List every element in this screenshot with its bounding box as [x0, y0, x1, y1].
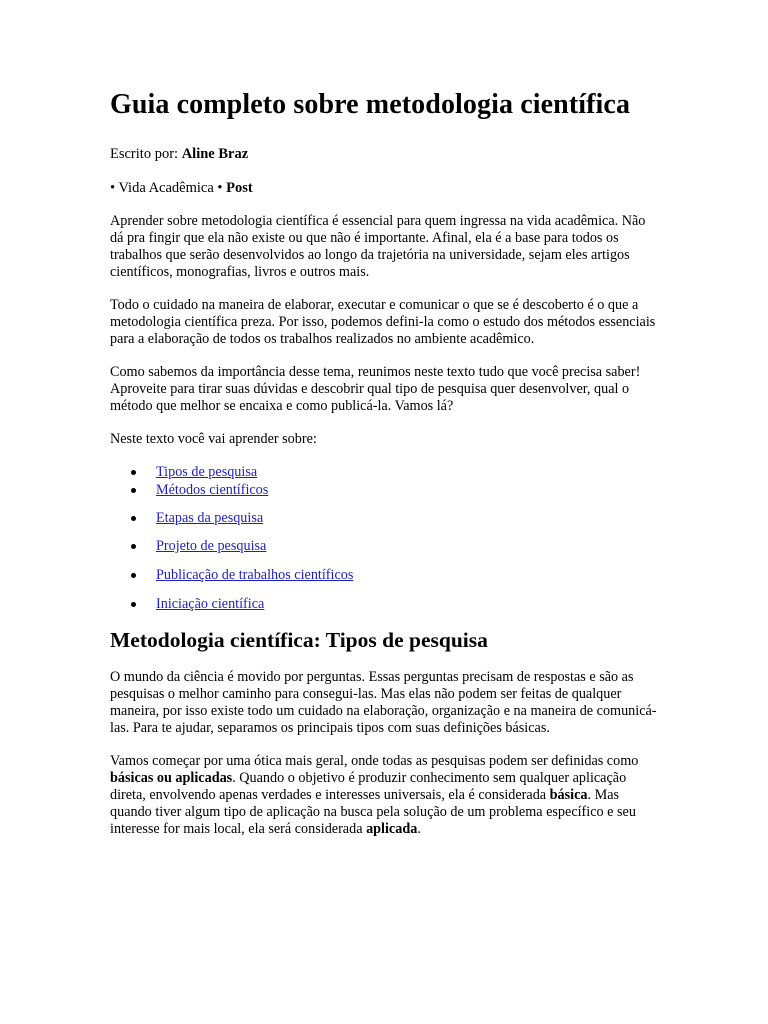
bullet-icon	[131, 488, 136, 493]
author-line	[110, 145, 658, 163]
text-run: .	[417, 821, 421, 837]
bold-run: aplicada	[366, 821, 418, 837]
toc-item	[110, 567, 658, 584]
toc-link-iniciacao[interactable]: Iniciação científica	[156, 596, 265, 612]
toc-item	[110, 596, 658, 613]
toc-intro: Neste texto você vai aprender sobre:	[110, 431, 317, 447]
section-paragraph-1: O mundo da ciência é movido por perguntas. Essas perguntas precisam de respostas e são as pesquisas o melhor caminho para consegui-las. Mas elas não podem ser feitas de qualquer maneira, por isso existe todo um cuidado na elaboração, organização e na maneira de comunicá-las. Para te ajudar, separamos os principais tipos com suas definições básicas.	[110, 669, 657, 736]
bullet-icon	[131, 470, 136, 475]
intro-paragraph-2: Todo o cuidado na maneira de elaborar, executar e comunicar o que se é descoberto é o que a metodologia científica preza. Por isso, podemos defini-la como o estudo dos métodos essenciais para a elaboração de todos os trabalhos realizados no ambiente acadêmico.	[110, 297, 656, 347]
toc-item	[110, 510, 658, 527]
toc-link-publicacao[interactable]: Publicação de trabalhos científicos	[156, 567, 354, 583]
text-run: . Quando o objetivo é produzir conhecimento sem qualquer aplicação direta, envolvendo apenas verdades e interesses universais, ela é considerada	[110, 770, 627, 803]
category-type: Post	[226, 180, 253, 196]
text-run: . Mas quando tiver algum tipo de aplicação na busca pela solução de um problema específico e seu interesse for mais local, ela será considerada	[110, 787, 636, 837]
toc-item	[110, 464, 658, 481]
toc-item	[110, 538, 658, 555]
text-run: Vamos começar por uma ótica mais geral, onde todas as pesquisas podem ser definidas como	[110, 753, 639, 769]
bullet-icon	[131, 602, 136, 607]
toc-link-tipos[interactable]: Tipos de pesquisa	[156, 464, 258, 480]
table-of-contents	[110, 464, 658, 613]
intro-paragraph-1: Aprender sobre metodologia científica é essencial para quem ingressa na vida acadêmica. Não dá pra fingir que ela não existe ou que não é importante. Afinal, ela é a base para todos os trabalhos que serão desenvolvidos ao longo da trajetória na universidade, sejam eles artigos científicos, monografias, livros e outros mais.	[110, 213, 646, 280]
toc-link-projeto[interactable]: Projeto de pesquisa	[156, 538, 267, 554]
section-heading: Metodologia científica: Tipos de pesquisa	[110, 628, 488, 652]
bullet-icon	[131, 516, 136, 521]
toc-link-etapas[interactable]: Etapas da pesquisa	[156, 510, 264, 526]
article-title: Guia completo sobre metodologia científica	[110, 89, 631, 120]
section-paragraph-2	[110, 753, 658, 838]
author-prefix: Escrito por:	[110, 146, 179, 162]
toc-link-metodos[interactable]: Métodos científicos	[156, 482, 269, 498]
author-name: Aline Braz	[181, 146, 249, 162]
category-line	[110, 179, 658, 197]
bullet-icon	[131, 544, 136, 549]
bold-run: básica	[549, 787, 588, 803]
bold-run: básicas ou aplicadas	[110, 770, 233, 786]
category-prefix: • Vida Acadêmica •	[110, 180, 223, 196]
toc-item	[110, 482, 658, 499]
bullet-icon	[131, 573, 136, 578]
intro-paragraph-3: Como sabemos da importância desse tema, reunimos neste texto tudo que você precisa saber! Aproveite para tirar suas dúvidas e descobrir qual tipo de pesquisa quer desenvolver, qual o método que melhor se encaixa e como publicá-la. Vamos lá?	[110, 364, 641, 414]
